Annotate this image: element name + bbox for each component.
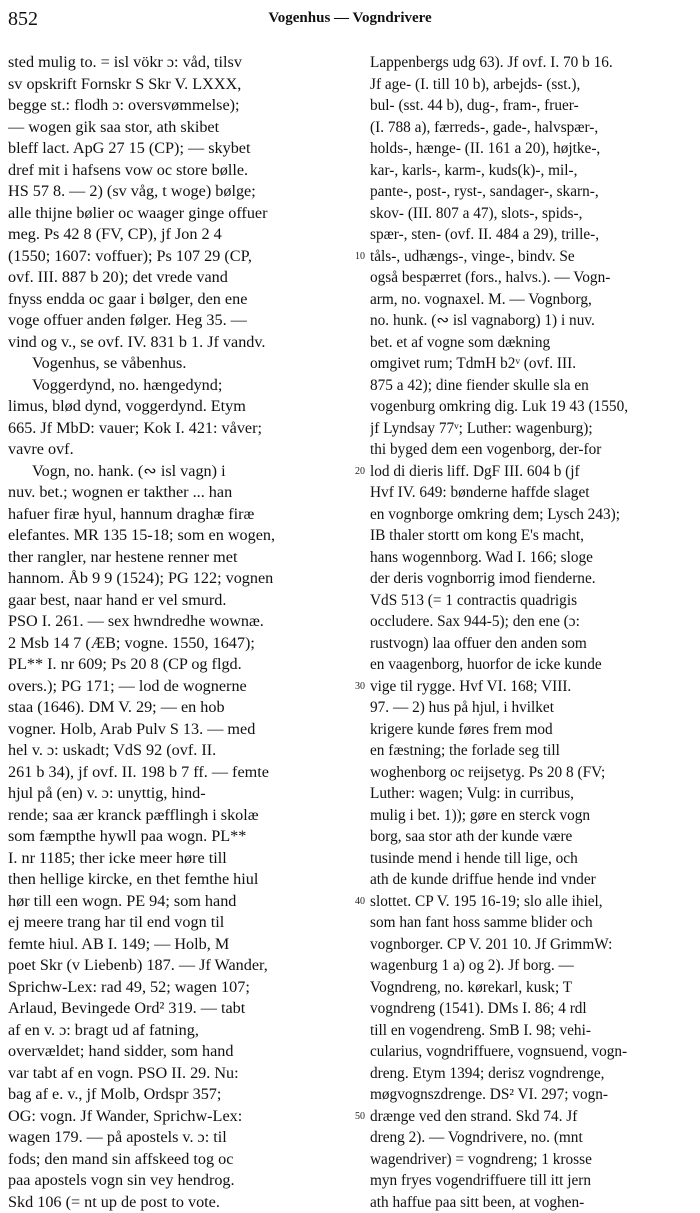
text-line: I. nr 1185; ther icke meer høre till <box>8 848 318 870</box>
text-line: der deris vognborrig imod fienderne. <box>370 568 692 590</box>
text-line: IB thaler stortt om kong E's macht, <box>370 525 692 547</box>
text-line: (1550; 1607: voffuer); Ps 107 29 (CP, <box>8 246 318 268</box>
text-line: wagendriver) = vogndreng; 1 krosse <box>370 1149 692 1171</box>
text-line: drænge ved den strand. Skd 74. Jf <box>370 1106 692 1128</box>
text-line: en fæstning; the forlade seg till <box>370 740 692 762</box>
text-line: 875 a 42); dine fiender skulle sla en <box>370 375 692 397</box>
text-line: 665. Jf MbD: vauer; Kok I. 421: våver; <box>8 418 318 440</box>
text-line: PL** I. nr 609; Ps 20 8 (CP og flgd. <box>8 654 318 676</box>
text-line: vogndreng (1541). DMs I. 86; 4 rdl <box>370 998 692 1020</box>
text-line: ath haffue paa sitt been, at voghen- <box>370 1192 692 1213</box>
text-line: hafuer firæ hyul, hannum draghæ firæ <box>8 504 318 526</box>
left-column <box>8 52 318 1213</box>
text-line: staa (1646). DM V. 29; — en hob <box>8 697 318 719</box>
text-line: møgvognszdrenge. DS² VI. 297; vogn- <box>370 1084 692 1106</box>
text-line: overs.); PG 171; — lod de wognerne <box>8 676 318 698</box>
text-line: femte hiul. AB I. 149; — Holb, M <box>8 934 318 956</box>
text-line: wagenburg 1 a) og 2). Jf borg. — <box>370 955 692 977</box>
text-line: elefantes. MR 135 15-18; som en wogen, <box>8 525 318 547</box>
text-line: ath de kunde driffue hende ind vnder <box>370 869 692 891</box>
text-line: no. hunk. (∾ isl vagnaborg) 1) i nuv. <box>370 310 692 332</box>
text-line: lod di dieris liff. DgF III. 604 b (jf <box>370 461 692 483</box>
text-line: Jf age- (I. till 10 b), arbejds- (sst.), <box>370 74 692 96</box>
text-line: paa apostels vogn sin vey hendrog. <box>8 1170 318 1192</box>
text-line: vognborger. CP V. 201 10. Jf GrimmW: <box>370 934 692 956</box>
running-head: Vogenhus — Vogndrivere <box>8 10 692 27</box>
text-line: jf Lyndsay 77ᵛ; Luther: wagenburg); <box>370 418 692 440</box>
text-line: limus, blød dynd, voggerdynd. Etym <box>8 396 318 418</box>
text-line: alle thijne bølier oc waager ginge offuer <box>8 203 318 225</box>
text-line: thi byged dem een vogenborg, der-for <box>370 439 692 461</box>
text-line: omgivet rum; TdmH b2ᵛ (ovf. III. <box>370 353 692 375</box>
text-line: en vaagenborg, huorfor de icke kunde <box>370 654 692 676</box>
text-line: Voggerdynd, no. hængedynd; <box>8 375 318 397</box>
text-line: Sprichw-Lex: rad 49, 52; wagen 107; <box>8 977 318 999</box>
text-line: tusinde mend i hende till lige, och <box>370 848 692 870</box>
text-line: 261 b 34), jf ovf. II. 198 b 7 ff. — femte <box>8 762 318 784</box>
text-line: vind og v., se ovf. IV. 831 b 1. Jf vandv. <box>8 332 318 354</box>
text-line: var tabt af en vogn. PSO II. 29. Nu: <box>8 1063 318 1085</box>
text-line: vogenburg omkring dig. Luk 19 43 (1550, <box>370 396 692 418</box>
text-line: krigere kunde føres frem mod <box>370 719 692 741</box>
text-line: mulig i bet. 1)); gøre en sterck vogn <box>370 805 692 827</box>
page-header <box>8 6 692 34</box>
text-line: wagen 179. — på apostels v. ɔ: til <box>8 1127 318 1149</box>
text-line: then hellige kircke, en thet femthe hiul <box>8 869 318 891</box>
text-line: Vogndreng, no. kørekarl, kusk; T <box>370 977 692 999</box>
text-line: begge st.: flodh ɔ: oversvømmelse); <box>8 95 318 117</box>
margin-line-number: 50 <box>352 1111 368 1122</box>
text-line: tåls-, udhængs-, vinge-, bindv. Se <box>370 246 692 268</box>
text-line: som fæmpthe hywll paa wogn. PL** <box>8 826 318 848</box>
text-line: vige til rygge. Hvf VI. 168; VIII. <box>370 676 692 698</box>
text-line: rende; saa ær kranck pæfflingh i skolæ <box>8 805 318 827</box>
page-number: 852 <box>8 8 38 31</box>
text-line: holds-, hænge- (II. 161 a 20), højtke-, <box>370 138 692 160</box>
text-line: Vogn, no. hank. (∾ isl vagn) i <box>8 461 318 483</box>
text-line: rustvogn) laa offuer den anden som <box>370 633 692 655</box>
text-line: bul- (sst. 44 b), dug-, fram-, fruer- <box>370 95 692 117</box>
text-line: Arlaud, Bevingede Ord² 319. — tabt <box>8 998 318 1020</box>
text-line: dreng 2). — Vogndrivere, no. (mnt <box>370 1127 692 1149</box>
text-line: bet. et af vogne som dækning <box>370 332 692 354</box>
right-column <box>370 52 692 1213</box>
text-line: poet Skr (v Liebenb) 187. — Jf Wander, <box>8 955 318 977</box>
text-line: OG: vogn. Jf Wander, Sprichw-Lex: <box>8 1106 318 1128</box>
text-line: hjul på (en) v. ɔ: unyttig, hind- <box>8 783 318 805</box>
text-line: hans wogennborg. Wad I. 166; sloge <box>370 547 692 569</box>
text-line: fnyss endda oc gaar i bølger, den ene <box>8 289 318 311</box>
text-line: meg. Ps 42 8 (FV, CP), jf Jon 2 4 <box>8 224 318 246</box>
text-line: myn fryes vogendriffuere till itt jern <box>370 1170 692 1192</box>
text-line: Hvf IV. 649: bønderne haffde slaget <box>370 482 692 504</box>
text-line: arm, no. vognaxel. M. — Vognborg, <box>370 289 692 311</box>
text-line: bleff lact. ApG 27 15 (CP); — skybet <box>8 138 318 160</box>
text-line: occludere. Sax 944-5); den ene (ɔ: <box>370 611 692 633</box>
text-line: slottet. CP V. 195 16-19; slo alle ihiel, <box>370 891 692 913</box>
text-line: skov- (III. 807 a 47), slots-, spids-, <box>370 203 692 225</box>
text-line: nuv. bet.; wognen er takther ... han <box>8 482 318 504</box>
text-line: sted mulig to. = isl vökr ɔ: våd, tilsv <box>8 52 318 74</box>
text-line: som han fant hoss samme blider och <box>370 912 692 934</box>
text-line: fods; den mand sin affskeed tog oc <box>8 1149 318 1171</box>
text-line: ther rangler, nar hestene renner met <box>8 547 318 569</box>
text-line: PSO I. 261. — sex hwndredhe wownæ. <box>8 611 318 633</box>
text-line: overvældet; hand sidder, som hand <box>8 1041 318 1063</box>
text-line: hel v. ɔ: uskadt; VdS 92 (ovf. II. <box>8 740 318 762</box>
text-line: sv opskrift Fornskr S Skr V. LXXX, <box>8 74 318 96</box>
margin-line-number: 40 <box>352 896 368 907</box>
text-line: hannom. Åb 9 9 (1524); PG 122; vognen <box>8 568 318 590</box>
text-line: Vogenhus, se våbenhus. <box>8 353 318 375</box>
text-line: cularius, vogndriffuere, vognsuend, vogn- <box>370 1041 692 1063</box>
text-line: woghenborg oc reijsetyg. Ps 20 8 (FV; <box>370 762 692 784</box>
text-line: Skd 106 (= nt up de post to vote. <box>8 1192 318 1213</box>
text-line: — wogen gik saa stor, ath skibet <box>8 117 318 139</box>
text-line: 2 Msb 14 7 (ÆB; vogne. 1550, 1647); <box>8 633 318 655</box>
text-line: ej meere trang har til end vogn til <box>8 912 318 934</box>
text-line: HS 57 8. — 2) (sv våg, t woge) bølge; <box>8 181 318 203</box>
text-line: hør till een wogn. PE 94; som hand <box>8 891 318 913</box>
text-line: Luther: wagen; Vulg: in curribus, <box>370 783 692 805</box>
text-line: dref mit i hafsens vow oc store bølle. <box>8 160 318 182</box>
text-line: 97. — 2) hus på hjul, i hvilket <box>370 697 692 719</box>
text-line: ovf. III. 887 b 20); det vrede vand <box>8 267 318 289</box>
margin-line-number: 10 <box>352 251 368 262</box>
text-line: dreng. Etym 1394; derisz vogndrenge, <box>370 1063 692 1085</box>
text-line: af en v. ɔ: bragt ud af fatning, <box>8 1020 318 1042</box>
text-line: (I. 788 a), færreds-, gade-, halvspær-, <box>370 117 692 139</box>
text-line: bag af e. v., jf Molb, Ordspr 357; <box>8 1084 318 1106</box>
text-line: spær-, sten- (ovf. II. 484 a 29), trille-, <box>370 224 692 246</box>
text-line: vogner. Holb, Arab Pulv S 13. — med <box>8 719 318 741</box>
text-line: voge offuer anden følger. Heg 35. — <box>8 310 318 332</box>
margin-line-number: 30 <box>352 681 368 692</box>
text-line: pante-, post-, ryst-, sandager-, skarn-, <box>370 181 692 203</box>
text-line: også bespærret (fors., halvs.). — Vogn- <box>370 267 692 289</box>
text-line: borg, saa stor ath der kunde være <box>370 826 692 848</box>
text-line: gaar best, naar hand er vel smurd. <box>8 590 318 612</box>
text-line: vavre ovf. <box>8 439 318 461</box>
margin-line-number: 20 <box>352 466 368 477</box>
text-line: till en vogendreng. SmB I. 98; vehi- <box>370 1020 692 1042</box>
text-line: en vognborge omkring dem; Lysch 243); <box>370 504 692 526</box>
text-line: VdS 513 (= 1 contractis quadrigis <box>370 590 692 612</box>
text-line: kar-, karls-, karm-, kuds(k)-, mil-, <box>370 160 692 182</box>
text-line: Lappenbergs udg 63). Jf ovf. I. 70 b 16. <box>370 52 692 74</box>
